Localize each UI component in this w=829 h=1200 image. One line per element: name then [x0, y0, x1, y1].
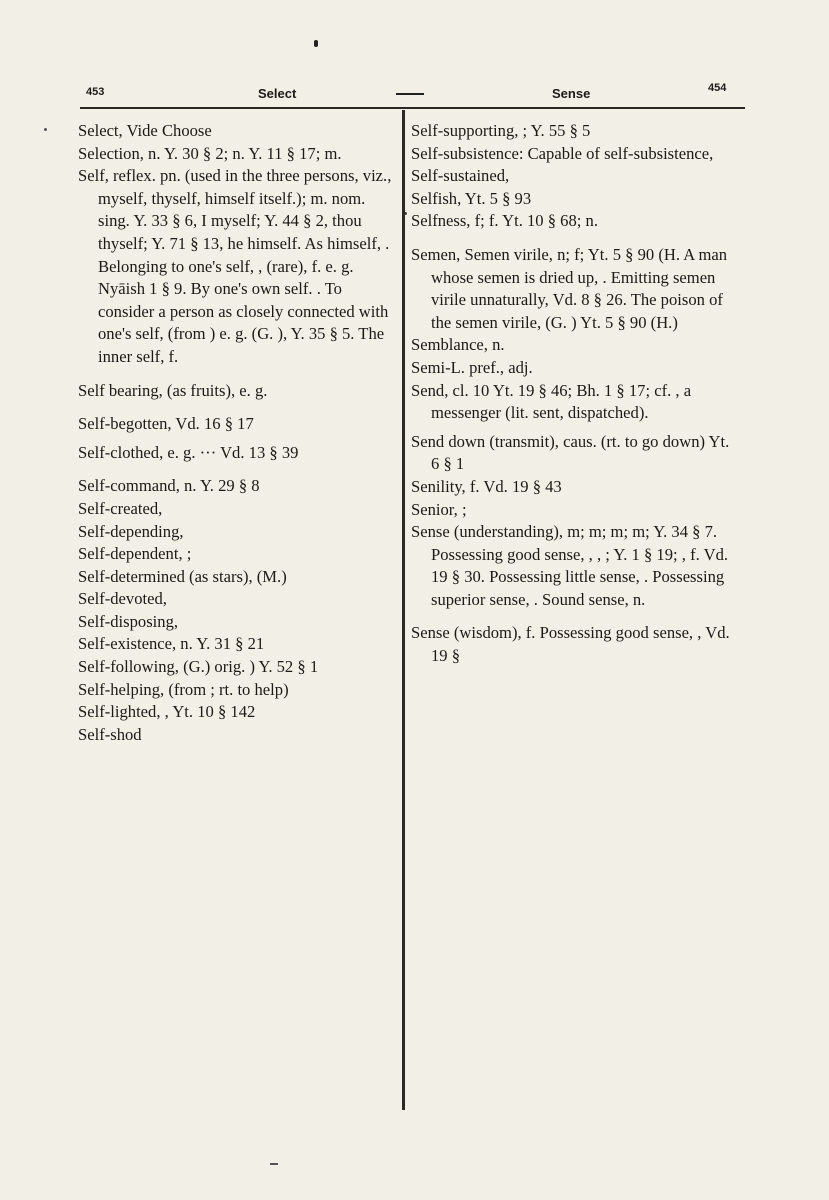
page-header: [86, 82, 736, 104]
dictionary-entry: Sense (understanding), m; m; m; m; Y. 34 § 7. Possessing good sense, , , ; Y. 1 § 19; , f. Vd. 19 § 30. Possessing little sense, . Possessing superior sense, . Sound sense, n.: [411, 522, 729, 609]
dictionary-entry: Senility, f. Vd. 19 § 43: [411, 476, 562, 496]
dictionary-entry: Sense (wisdom), f. Possessing good sense, , Vd. 19 §: [411, 623, 730, 666]
page-mark-top: [314, 40, 318, 47]
header-dash: [396, 93, 424, 95]
dictionary-entry: Self-begotten, Vd. 16 § 17: [78, 414, 254, 434]
dictionary-entry: Self-disposing,: [78, 611, 179, 631]
dictionary-entry: Senior, ;: [411, 499, 467, 519]
dictionary-entry: Self-clothed, e. g. ··· Vd. 13 § 39: [78, 442, 299, 462]
dictionary-entry: Self-determined (as stars), (M.): [78, 566, 287, 586]
dictionary-entry: Semblance, n.: [411, 335, 505, 355]
dictionary-entry: Self, reflex. pn. (used in the three persons, viz., myself, thyself, himself itself.); m. nom. sing. Y. 33 § 6, I myself; Y. 44 § 2, thou thyself; Y. 71 § 13, he himself. As himself, . Belonging to one's self, , (rare), f. e. g. Nyāish 1 § 9. By one's own self. . To consider a person as closely connected with one's self, (from ) e. g. (G. ), Y. 35 § 5. The inner self, f.: [78, 166, 392, 366]
dictionary-entry: Send, cl. 10 Yt. 19 § 46; Bh. 1 § 17; cf. , a messenger (lit. sent, dispatched).: [411, 380, 692, 423]
dictionary-entry: Self bearing, (as fruits), e. g.: [78, 380, 268, 400]
dictionary-entry: Self-shod: [78, 724, 142, 744]
dictionary-entry: Self-following, (G.) orig. ) Y. 52 § 1: [78, 657, 319, 677]
dictionary-entry: Self-existence, n. Y. 31 § 21: [78, 634, 265, 654]
dictionary-entry: Self-dependent, ;: [78, 544, 192, 564]
column-divider: [402, 110, 405, 1110]
dictionary-entry: Selfness, f; f. Yt. 10 § 68; n.: [411, 211, 598, 231]
right-column: [411, 120, 733, 668]
dictionary-entry: Self-subsistence: Capable of self-subsistence,: [411, 143, 714, 163]
dictionary-entry: Send down (transmit), caus. (rt. to go down) Yt. 6 § 1: [411, 431, 730, 474]
dictionary-entry: Self-devoted,: [78, 589, 167, 609]
right-guide-word: Sense: [552, 86, 591, 101]
dictionary-entry: Self-command, n. Y. 29 § 8: [78, 476, 260, 496]
dictionary-entry: Semen, Semen virile, n; f; Yt. 5 § 90 (H. A man whose semen is dried up, . Emitting semen virile unnaturally, Vd. 8 § 26. The poison of the semen virile, (G. ) Yt. 5 § 90 (H.): [411, 244, 728, 332]
right-page-number: 454: [708, 82, 727, 94]
dictionary-entry: Self-helping, (from ; rt. to help): [78, 679, 289, 699]
dictionary-entry: Self-sustained,: [411, 166, 510, 186]
page-mark-left: [44, 128, 47, 131]
dictionary-entry: Select, Vide Choose: [78, 121, 212, 140]
dictionary-entry: Self-depending,: [78, 521, 184, 541]
dictionary-entry: Semi-L. pref., adj.: [411, 357, 533, 377]
left-guide-word: Select: [258, 86, 297, 101]
header-rule: [80, 107, 745, 109]
dictionary-entry: Self-created,: [78, 498, 163, 518]
dictionary-entry: Selection, n. Y. 30 § 2; n. Y. 11 § 17; m.: [78, 143, 342, 163]
left-page-number: 453: [86, 86, 105, 98]
left-column: [78, 120, 396, 746]
dictionary-entry: Selfish, Yt. 5 § 93: [411, 188, 532, 208]
page-mark-bottom: [270, 1163, 278, 1165]
dictionary-entry: Self-lighted, , Yt. 10 § 142: [78, 702, 256, 722]
dictionary-entry: Self-supporting, ; Y. 55 § 5: [411, 121, 591, 140]
